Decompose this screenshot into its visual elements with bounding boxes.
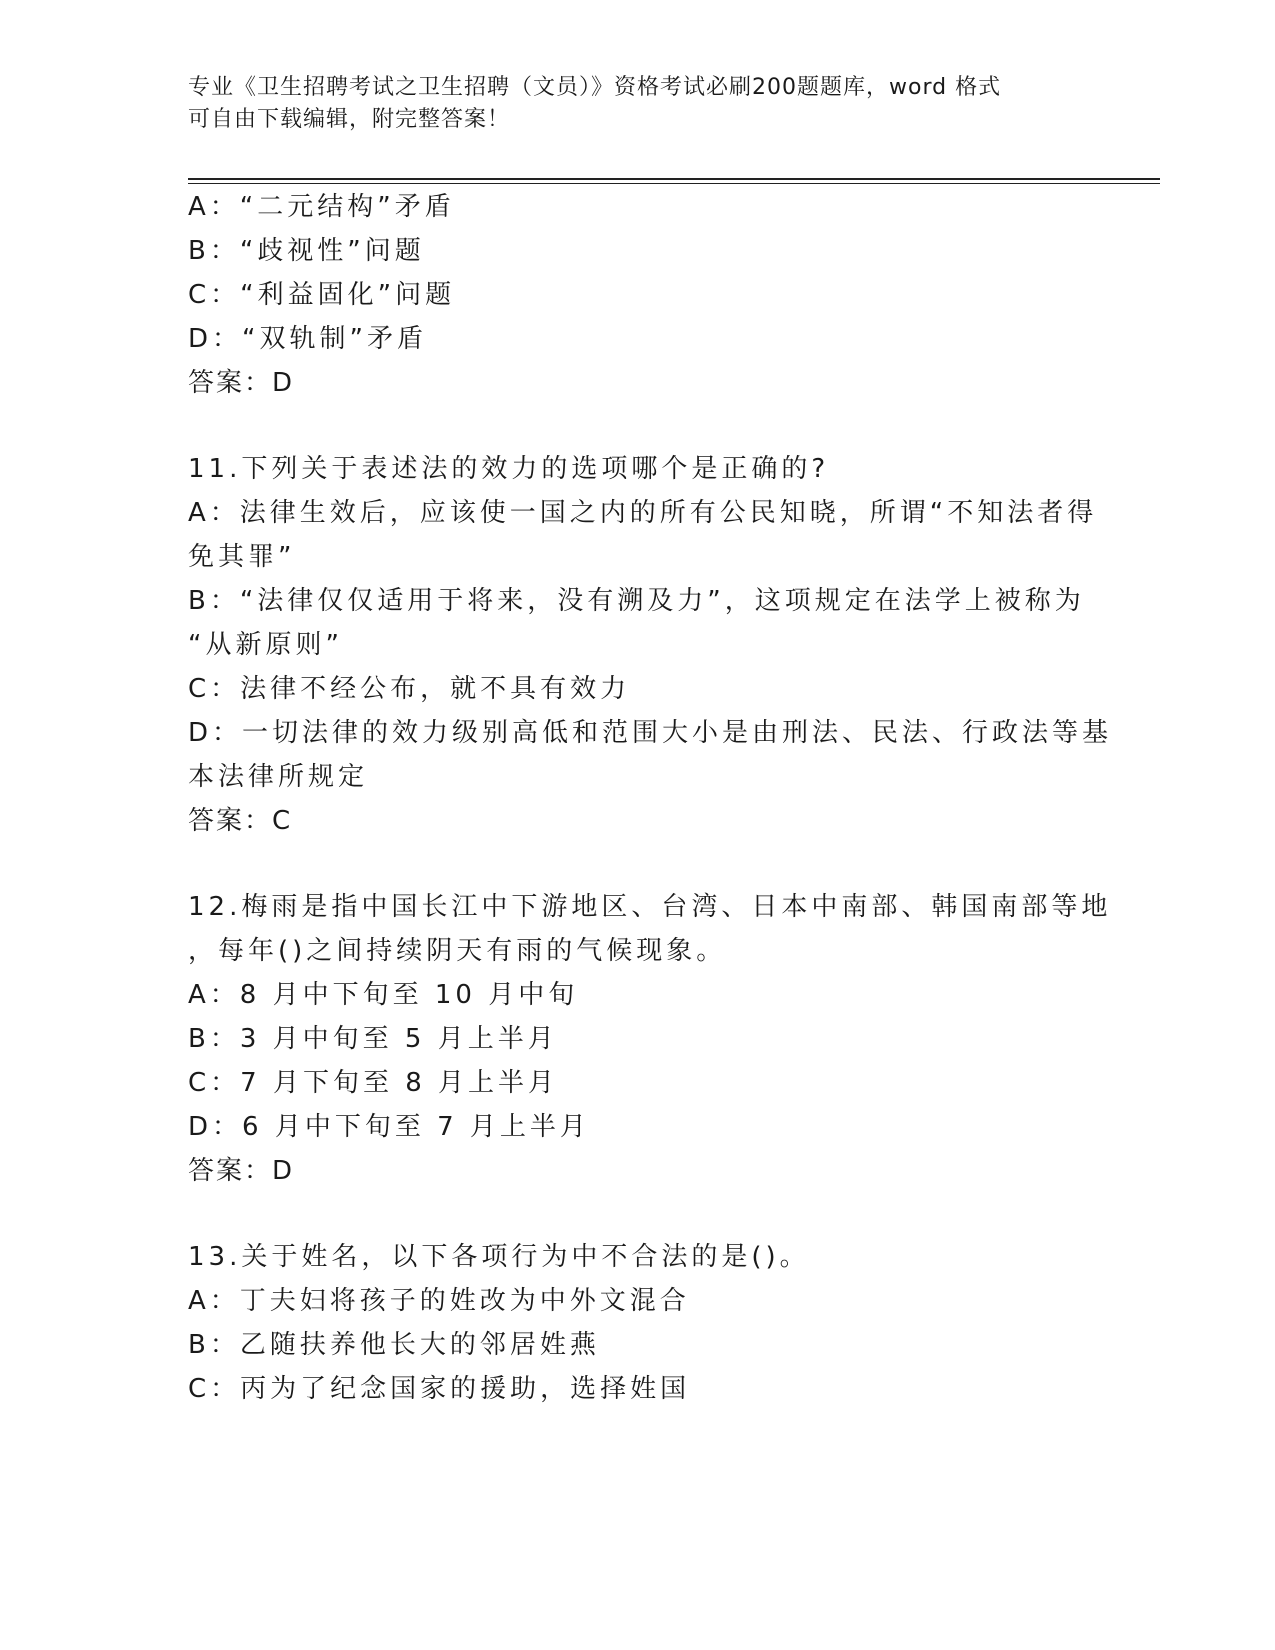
header-rule-thin	[188, 183, 1160, 184]
q13-option-c: C：丙为了纪念国家的援助，选择姓国	[188, 1374, 691, 1404]
q11-option-c: C：法律不经公布，就不具有效力	[188, 674, 631, 704]
q12-stem-line-1: 12.梅雨是指中国长江中下游地区、台湾、日本中南部、韩国南部等地	[188, 892, 1112, 922]
q12-option-d: D：6 月中下旬至 7 月上半月	[188, 1112, 590, 1142]
header-line-1: 专业《卫生招聘考试之卫生招聘（文员）》资格考试必刷200题题库，word 格式	[188, 75, 1002, 100]
q13-option-b: B：乙随扶养他长大的邻居姓燕	[188, 1330, 600, 1360]
q11-answer: 答案：C	[188, 806, 293, 836]
q12-option-c: C：7 月下旬至 8 月上半月	[188, 1068, 559, 1098]
q13-option-a: A：丁夫妇将孩子的姓改为中外文混合	[188, 1286, 690, 1316]
q12-option-a: A：8 月中下旬至 10 月中旬	[188, 980, 579, 1010]
q11-option-a-line-1: A：法律生效后，应该使一国之内的所有公民知晓，所谓“不知法者得	[188, 498, 1098, 528]
q11-option-b-line-2: “从新原则”	[188, 630, 343, 660]
q11-stem: 11.下列关于表述法的效力的选项哪个是正确的?	[188, 454, 830, 484]
q11-option-d-line-2: 本法律所规定	[188, 762, 369, 792]
q10-answer: 答案：D	[188, 368, 295, 398]
q11-option-b-line-1: B：“法律仅仅适用于将来，没有溯及力”，这项规定在法学上被称为	[188, 586, 1085, 616]
q12-stem-line-2: ，每年()之间持续阴天有雨的气候现象。	[188, 936, 727, 966]
q10-option-c: C：“利益固化”问题	[188, 280, 456, 310]
q10-option-b: B：“歧视性”问题	[188, 236, 425, 266]
q11-option-a-line-2: 免其罪”	[188, 542, 296, 572]
q12-option-b: B：3 月中旬至 5 月上半月	[188, 1024, 558, 1054]
q12-answer: 答案：D	[188, 1156, 295, 1186]
q10-option-a: A：“二元结构”矛盾	[188, 192, 455, 222]
q10-option-d: D：“双轨制”矛盾	[188, 324, 427, 354]
q11-option-d-line-1: D：一切法律的效力级别高低和范围大小是由刑法、民法、行政法等基	[188, 718, 1113, 748]
q13-stem: 13.关于姓名，以下各项行为中不合法的是()。	[188, 1242, 810, 1272]
document-header	[188, 72, 1078, 136]
header-rule-thick	[188, 178, 1160, 180]
header-line-2: 可自由下载编辑，附完整答案！	[188, 107, 511, 132]
